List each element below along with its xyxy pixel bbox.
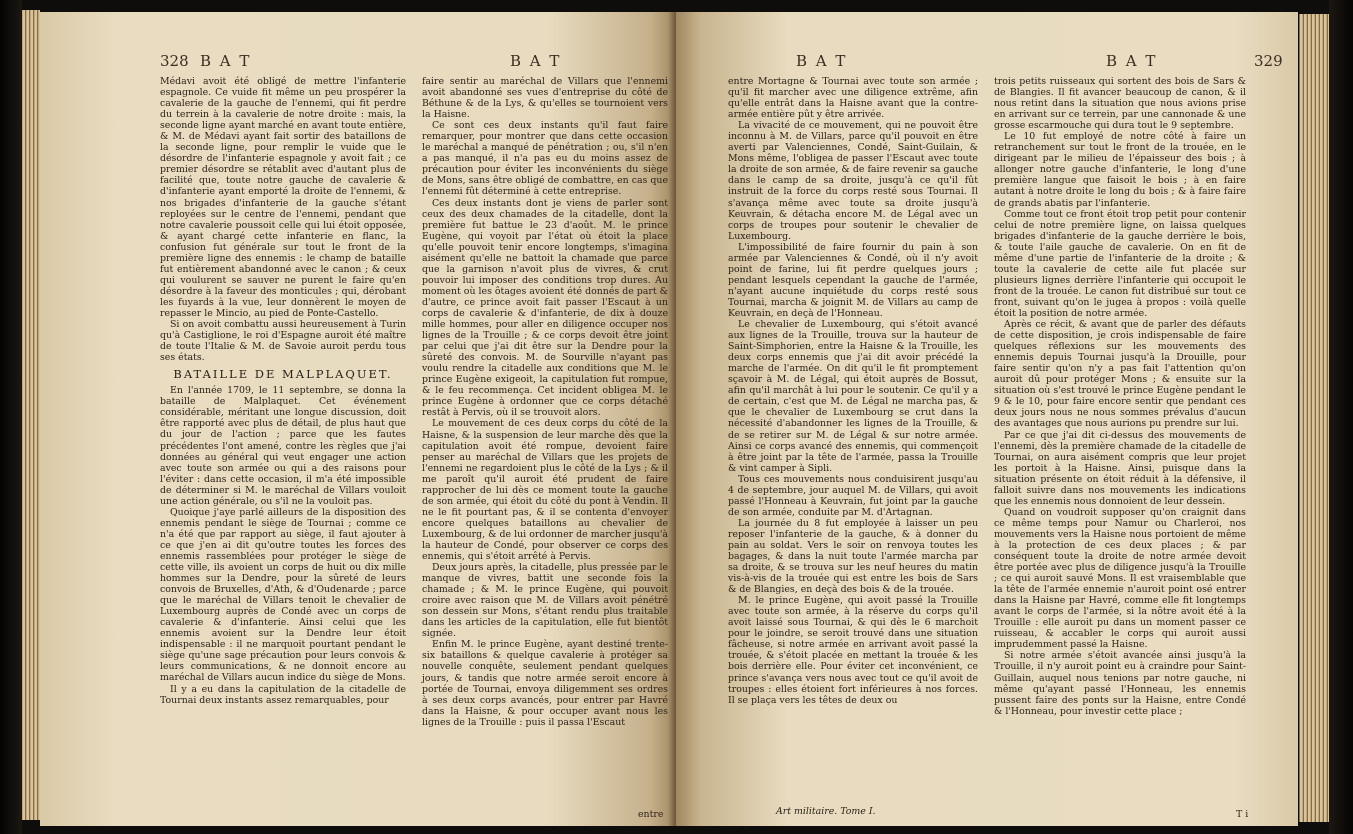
paragraph: Ces deux instants dont je viens de parler sont ceux des deux chamades de la citadelle, dont la première fut battue le 23 d'août. M. le prince Eugène, qui voyoit par l'état où étoit la place qu'elle pouvoit tenir encore longtemps, s'imagina aisément qu'elle ne battoit la chamade que parce que la garnison n'avoit plus de vivres, & crut pouvoir lui imposer des conditions trop dures. Au moment où les ôtages avoient été donnés de part & d'autre, ce prince avoit fait passer l'Escaut à un corps de cavalerie & d'infanterie, de dix à douze mille hommes, pour aller en diligence occuper nos lignes de la Trouille ; & ce corps devoit être joint par celui que j'ai dit être sur la Dendre pour la sûreté des convois. M. de Sourville n'ayant pas voulu rendre la citadelle aux conditions que M. le prince Eugène exigeoit, la capitulation fut rompue, & le feu recommença. Cet incident obligea M. le prince Eugène à ordonner que ce corps détaché restât à Pervis, où il se trouvoit alors. bbox=[422, 197, 668, 419]
paragraph: trois petits ruisseaux qui sortent des bois de Sars & de Blangies. Il fit avancer beaucoup de canon, & il nous retint dans la situation que nous avions prise en arrivant sur ce terrein, par une cannonade & une grosse escarmouche qui dura tout le 9 septembre. bbox=[994, 76, 1246, 132]
paragraph: M. le prince Eugène, qui avoit passé la Trouille avec toute son armée, à la réserve du corps qu'il avoit laissé sous Tournai, & qui dès le 6 marchoit pour le joindre, se seroit trouvé dans une situation fâcheuse, si notre armée en arrivant avoit passé la trouée, & s'étoit placée en mettant la trouée & les bois derrière elle. Pour éviter cet inconvénient, ce prince s'avança vers nous avec tout ce qu'il avoit de troupes : elles étoient fort inférieures à nos forces. Il se plaça vers les têtes de deux ou bbox=[728, 595, 978, 706]
paragraph: La journée du 8 fut employée à laisser un peu reposer l'infanterie de la gauche, & à donner du pain au soldat. Vers le soir on renvoya toutes les bagages, & dans la nuit toute l'armée marcha par sa droite, & se trouva sur les neuf heures du matin vis-à-vis de la trouée qui est entre les bois de Sars & de Blangies, en deçà des bois & de la trouée. bbox=[728, 517, 978, 596]
page-edges-right bbox=[1299, 14, 1329, 822]
paragraph: Quoique j'aye parlé ailleurs de la disposition des ennemis pendant le siège de Tournai ; comme ce n'a été que par rapport au siège, il faut ajouter à ce que j'en ai dit qu'outre toutes les forces des ennemis rassemblées pour protéger le siège de cette ville, ils avoient un corps de huit ou dix mille hommes sur la Dendre, pour la sûreté de leurs convois de Bruxelles, d'Ath, & d'Oudenarde ; parce que le maréchal de Villars tenoit le chevalier de Luxembourg auprès de Condé avec un corps de cavalerie & d'infanterie. Ainsi celui que les ennemis avoient sur la Dendre leur étoit indispensable : il ne marquoit pourtant pendant le siège qu'une sage précaution pour leurs convois & leurs communications, & ne donnoit encore au maréchal de Villars aucun indice du siège de Mons. bbox=[160, 506, 406, 684]
paragraph: Si on avoit combattu aussi heureusement à Turin qu'à Castiglione, le roi d'Espagne auroit été maître de toute l'Italie & M. de Savoie auroit perdu tous ses états. bbox=[160, 319, 406, 364]
paragraph: Comme tout ce front étoit trop petit pour contenir celui de notre première ligne, on laissa quelques brigades d'infanterie de la gauche derrière le bois, & toute l'aile gauche de cavalerie. On en fit de même d'une partie de l'infanterie de la droite ; & toute la cavalerie de cette aile fut placée sur plusieurs lignes derrière l'infanterie qui occupoit le front de la trouée. Le canon fut distribué sur tout ce front, suivant qu'on le jugea à propos : voilà quelle étoit la position de notre armée. bbox=[994, 208, 1246, 319]
signature-mark: T i bbox=[1236, 809, 1249, 820]
section-title: BATAILLE DE MALPLAQUET. bbox=[173, 367, 393, 382]
paragraph: Après ce récit, & avant que de parler des défauts de cette disposition, je crois indispensable de faire quelques réflexions sur les mouvements des ennemis depuis Tournai jusqu'à la Drouille, pour faire sentir qu'on n'y a pas fait l'attention qu'on auroit dû pour protéger Mons ; & ensuite sur la situation où s'est trouvé le prince Eugène pendant le 9 & le 10, pour faire encore sentir que pendant ces deux jours nous ne nous sommes prévalus d'aucun des avantages que nous aurions pu prendre sur lui. bbox=[994, 319, 1246, 430]
footer-volume: Art militaire. Tome I. bbox=[776, 806, 876, 817]
right-column-2 bbox=[994, 76, 1246, 717]
left-page bbox=[40, 12, 676, 826]
left-running-head-1: B A T bbox=[200, 52, 252, 70]
paragraph: faire sentir au maréchal de Villars que l'ennemi avoit abandonné ses vues d'entreprise du côté de Béthune & de la Lys, & qu'elles se tournoient vers la Haisne. bbox=[422, 76, 668, 121]
right-running-head-1: B A T bbox=[796, 52, 848, 70]
left-running-head-2: B A T bbox=[510, 52, 562, 70]
left-column-1 bbox=[160, 76, 406, 706]
paragraph: Deux jours après, la citadelle, plus pressée par le manque de vivres, battit une seconde fois la chamade ; & M. le prince Eugène, qui pouvoit croire avec raison que M. de Villars avoit pénétré son dessein sur Mons, s'étant rendu plus traitable dans les articles de la capitulation, elle fut bientôt signée. bbox=[422, 562, 668, 640]
book-cover-left bbox=[0, 0, 22, 834]
paragraph: Par ce que j'ai dit ci-dessus des mouvements de l'ennemi, dès la première chamade de la citadelle de Tournai, on aura aisément compris que leur projet les portoit à la Haisne. Ainsi, puisque dans la situation présente on étoit réduit à la défensive, il falloit suivre dans nos mouvements les indications que les ennemis nous donnoient de leur dessein. bbox=[994, 429, 1246, 507]
paragraph: Quand on voudroit supposer qu'on craignit dans ce même temps pour Namur ou Charleroi, nos mouvements vers la Haisne nous portoient de même à la protection de ces deux places ; & par conséquent toute la droite de notre armée devoit être portée avec plus de diligence jusqu'à la Trouille ; ce qui auroit sauvé Mons. Il est vraisemblable que la tête de l'armée ennemie n'auroit point osé entrer dans la Haisne par Havré, comme elle fit longtemps avant le corps de l'armée, si la nôtre avoit été à la Trouille : elle auroit pu dans un moment passer ce ruisseau, & accabler le corps qui auroit aussi imprudemment passé la Haisne. bbox=[994, 506, 1246, 651]
paragraph: Si notre armée s'étoit avancée ainsi jusqu'à la Trouille, il n'y auroit point eu à craindre pour Saint-Guillain, auquel nous tenions par notre gauche, ni même qu'ayant passé l'Honneau, les ennemis pussent faire des ponts sur la Haisne, entre Condé & l'Honneau, pour investir cette place ; bbox=[994, 650, 1246, 717]
catchword: entre bbox=[638, 809, 664, 820]
paragraph: La vivacité de ce mouvement, qui ne pouvoit être inconnu à M. de Villars, parce qu'il pouvoit en être averti par Valenciennes, Condé, Saint-Guilain, & Mons même, l'obligea de passer l'Escaut avec toute la droite de son armée, & de faire revenir sa gauche dans le camp de sa droite, jusqu'à ce qu'il fût instruit de la force du corps resté sous Tournai. Il s'avança même avec toute sa droite jusqu'à Keuvrain, & détacha encore M. de Légal avec un corps de troupes pour soutenir le chevalier de Luxembourg. bbox=[728, 120, 978, 242]
paragraph: Enfin M. le prince Eugène, ayant destiné trente-six bataillons & quelque cavalerie à protéger sa nouvelle conquête, seulement pendant quelques jours, & tandis que notre armée seroit encore à portée de Tournai, envoya diligemment ses ordres à ses deux corps avancés, pour entrer par Havré dans la Haisne, & pour occuper avant nous les lignes de la Trouille : puis il passa l'Escaut bbox=[422, 639, 668, 728]
paragraph: En l'année 1709, le 11 septembre, se donna la bataille de Malplaquet. Cet événement considérable, méritant une longue discussion, doit être rapporté avec plus de détail, de plus haut que du jour de l'action ; parce que les fautes précédentes l'ont amené, contre les règles que j'ai données au général qui veut engager une action avec toute son armée ou qui a des raisons pour l'éviter : dans cette occasion, il m'a été impossible de déterminer si M. le maréchal de Villars vouloit une action générale, ou s'il ne la vouloit pas. bbox=[160, 385, 406, 507]
paragraph: Le mouvement de ces deux corps du côté de la Haisne, & la suspension de leur marche dès que la capitulation avoit été rompue, devoient faire penser au maréchal de Villars que les projets de l'ennemi ne regardoient plus le côté de la Lys ; & il me paroît qu'il auroit été prudent de faire rapprocher de lui dès ce moment toute la gauche de son armée, qui étoit du côté du pont à Vendin. Il ne le fit pourtant pas, & il se contenta d'envoyer encore quelques bataillons au chevalier de Luxembourg, & de lui ordonner de marcher jusqu'à la hauteur de Condé, pour observer ce corps des ennemis, qui s'étoit arrêté à Pervis. bbox=[422, 418, 668, 563]
paragraph: entre Mortagne & Tournai avec toute son armée ; qu'il fit marcher avec une diligence extrême, afin qu'elle entrât dans la Haisne avant que la contre-armée entière pût y être arrivée. bbox=[728, 76, 978, 121]
right-page-number: 329 bbox=[1254, 52, 1283, 70]
paragraph: Médavi avoit été obligé de mettre l'infanterie espagnole. Ce vuide fit même un peu prospérer la cavalerie de la gauche de l'ennemi, qui fit perdre du terrein à la cavalerie de notre droite : mais, la seconde ligne ayant marché en avant toute entière, & M. de Médavi ayant fait sortir des bataillons de la seconde ligne, pour remplir le vuide que le désordre de l'infanterie espagnole y avoit fait ; ce premier désordre se rétablit avec d'autant plus de facilité que, toute notre gauche de cavalerie & d'infanterie ayant emporté la droite de l'ennemi, & nos brigades d'infanterie de la gauche s'étant reployées sur le centre de l'ennemi, pendant que notre cavalerie poussoit celle qui lui étoit opposée, & ayant chargé cette infanterie en flanc, la confusion fut générale sur tout le front de la première ligne des ennemis : le champ de bataille fut entièrement abandonné avec le canon ; & ceux qui voulurent se sauver ne purent le faire qu'en désordre à la faveur des monticules ; qui, dérobant les fuyards à la vue, leur donnèrent le moyen de repasser le Mincio, au pied de Ponte-Castello. bbox=[160, 76, 406, 319]
paragraph: Tous ces mouvements nous conduisirent jusqu'au 4 de septembre, jour auquel M. de Villars, qui avoit passé l'Honneau à Keuvrain, fut joint par la gauche de son armée, conduite par M. d'Artagnan. bbox=[728, 473, 978, 518]
paragraph: Ce sont ces deux instants qu'il faut faire remarquer, pour montrer que dans cette occasion le maréchal a manqué de pénétration ; ou, s'il n'en a pas manqué, il n'a pas eu du moins assez de précaution pour éviter les inconvénients du siège de Mons, sans être obligé de combattre, en cas que l'ennemi fût déterminé à cette entreprise. bbox=[422, 120, 668, 198]
right-column-1 bbox=[728, 76, 978, 706]
right-running-head-2: B A T bbox=[1106, 52, 1158, 70]
paragraph: Il y a eu dans la capitulation de la citadelle de Tournai deux instants assez remarquables, pour bbox=[160, 683, 406, 706]
book-cover-right bbox=[1329, 0, 1353, 834]
paragraph: Le 10 fut employé de notre côté à faire un retranchement sur tout le front de la trouée, en le dirigeant par le milieu de l'épaisseur des bois ; à allonger notre gauche d'infanterie, le long d'une première langue que faisoit le bois ; à en faire autant à notre droite le long du bois ; & à faire faire de grands abatis par l'infanterie. bbox=[994, 131, 1246, 209]
left-column-2 bbox=[422, 76, 668, 728]
page-edges-left bbox=[22, 10, 40, 820]
paragraph: L'impossibilité de faire fournir du pain à son armée par Valenciennes & Condé, où il n'y avoit point de farine, lui fit perdre quelques jours ; pendant lesquels cependant la gauche de l'armée, n'ayant aucune inquiétude du corps resté sous Tournai, marcha & joignit M. de Villars au camp de Keuvrain, en deçà de l'Honneau. bbox=[728, 241, 978, 319]
right-page bbox=[676, 12, 1298, 826]
left-page-number: 328 bbox=[160, 52, 189, 70]
paragraph: Le chevalier de Luxembourg, qui s'étoit avancé aux lignes de la Trouille, trouva sur la hauteur de Saint-Simphorien, entre la Haisne & la Trouille, les deux corps ennemis que j'ai dit avoir précédé la marche de l'armée. On dit qu'il le fit promptement sçavoir à M. de Légal, qui étoit auprès de Bossut, afin qu'il marchât à lui pour le soutenir. Ce qu'il y a de certain, c'est que M. de Légal ne marcha pas, & que le chevalier de Luxembourg se crut dans la nécessité d'abandonner les lignes de la Trouille, & de se retirer sur M. de Légal & sur notre armée. Ainsi ce corps avancé des ennemis, qui commençoit à être joint par la tête de l'armée, passa la Trouille & vint camper à Sipli. bbox=[728, 319, 978, 474]
